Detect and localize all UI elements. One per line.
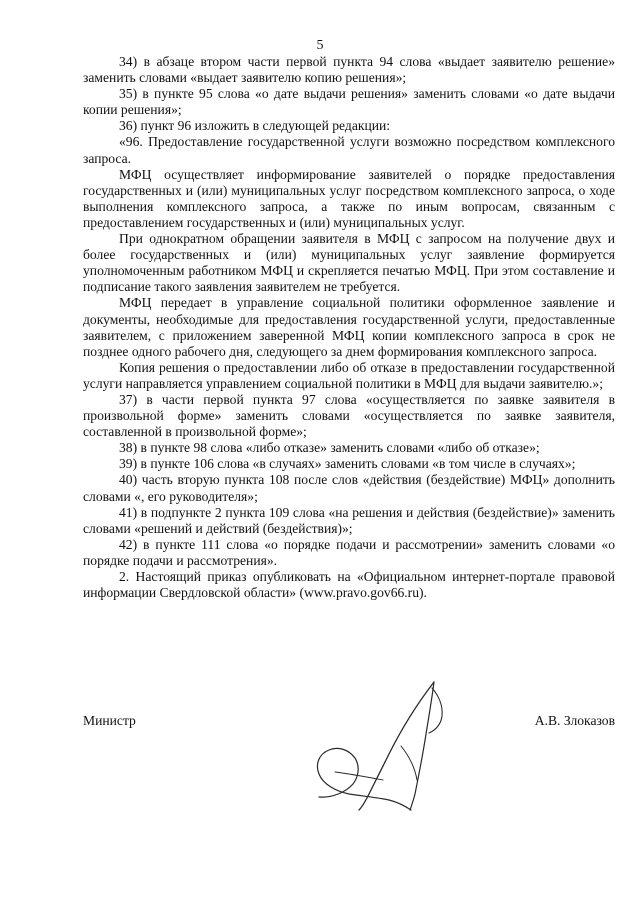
paragraph-decision-copy: Копия решения о предоставлении либо об отказе в предоставлении государственной услуги направляется управлением социальной политики в МФЦ для выдачи заявителю.»; bbox=[83, 359, 615, 391]
handwritten-signature bbox=[305, 676, 455, 812]
page-number: 5 bbox=[316, 38, 324, 53]
paragraph-single-request: При однократном обращении заявителя в МФЦ с запросом на получение двух и более государственных и (или) муниципальных услуг заявление формируется уполномоченным работником МФЦ и скрепляется печатью МФЦ. При этом составление и подписание такого заявления заявителем не требуется. bbox=[83, 231, 615, 295]
paragraph-clause-96: «96. Предоставление государственной услуги возможно посредством комплексного запроса. bbox=[83, 134, 615, 166]
order-body bbox=[83, 54, 615, 601]
paragraph-item-36: 36) пункт 96 изложить в следующей редакции: bbox=[119, 118, 391, 134]
paragraph-item-40: 40) часть вторую пункта 108 после слов «действия (бездействие) МФЦ» дополнить словами «, его руководителя»; bbox=[83, 472, 615, 504]
paragraph-item-37: 37) в части первой пункта 97 слова «осуществляется по заявке заявителя в произвольной форме» заменить словами «осуществляется по заявке заявителя, составленной в произвольной форме»; bbox=[83, 391, 615, 440]
paragraph-mfc-transfer: МФЦ передает в управление социальной политики оформленное заявление и документы, необходимые для предоставления государственной услуги, предоставленные заявителем, с приложением заверенной МФЦ копии комплексного запроса в срок не позднее одного рабочего дня, следующего за днем формирования комплексного запроса. bbox=[83, 295, 615, 359]
signer-name: А.В. Злоказов bbox=[534, 713, 615, 728]
paragraph-item-42: 42) в пункте 111 слова «о порядке подачи и рассмотрении» заменить словами «о порядке подачи и рассмотрения». bbox=[83, 536, 615, 568]
paragraph-item-38: 38) в пункте 98 слова «либо отказе» заменить словами «либо об отказе»; bbox=[119, 440, 540, 456]
paragraph-item-35: 35) в пункте 95 слова «о дате выдачи решения» заменить словами «о дате выдачи копии решения»; bbox=[83, 86, 615, 118]
paragraph-mfc-informing: МФЦ осуществляет информирование заявителей о порядке предоставления государственных и (или) муниципальных услуг посредством комплексного запроса, о ходе выполнения комплексного запроса, а также по иным вопросам, связанным с предоставлением государственных и (или) муниципальных услуг. bbox=[83, 166, 615, 230]
paragraph-item-39: 39) в пункте 106 слова «в случаях» заменить словами «в том числе в случаях»; bbox=[119, 456, 576, 472]
signer-title: Министр bbox=[83, 713, 136, 728]
paragraph-item-41: 41) в подпункте 2 пункта 109 слова «на решения и действия (бездействие)» заменить словами «решений и действий (бездействия)»; bbox=[83, 504, 615, 536]
paragraph-publication: 2. Настоящий приказ опубликовать на «Официальном интернет-портале правовой информации Свердловской области» (www.pravo.gov66.ru). bbox=[83, 569, 615, 601]
paragraph-item-34: 34) в абзаце втором части первой пункта 94 слова «выдает заявителю решение» заменить словами «выдает заявителю копию решения»; bbox=[83, 54, 615, 86]
